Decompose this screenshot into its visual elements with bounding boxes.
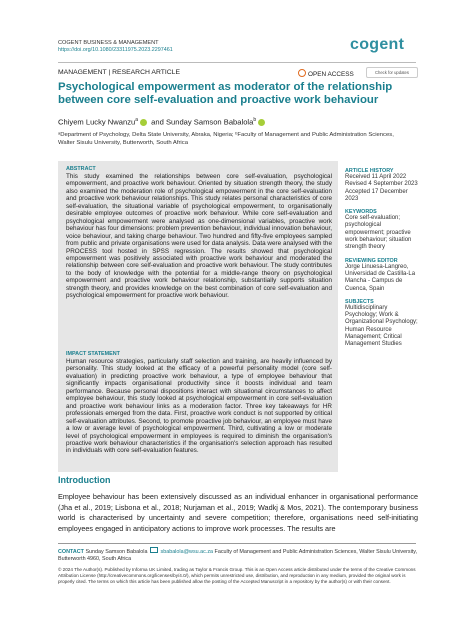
email-icon	[150, 547, 158, 553]
keywords-heading: KEYWORDS	[345, 209, 377, 216]
subjects-text: Multidisciplinary Psychology; Work & Organizational Psychology; Human Resource Management; Critical Management Studies	[345, 304, 418, 348]
open-access-badge	[298, 69, 354, 78]
introduction-heading: Introduction	[58, 475, 111, 485]
contact-email[interactable]: sbabalola@wsu.ac.za	[160, 549, 214, 555]
impact-text: Human resource strategies, particularly staff selection and training, are heavily influenced by personality. This study looked at the efficacy of a powerful personality model (core self-evaluation) in predicting proactive work behaviour, a type of employee behaviour that significantly impacts organisational productivity since it boosts individual and team performance. Because personal dispositions interact with situational circumstances to affect employee behaviour, this study looked at psychological empowerment in core self-evaluation and proactive work behaviour links as a moderation factor. Three key takeaways for HR professionals emerged from the data. First, proactive work conduct is not supported by critical self-evaluation attributes. Second, to promote proactive job behaviour, an employee must have a low or average level of psychological empowerment. Third, cultivating a low or moderate level of psychological empowerment in employees is required to diminish the organisation's proactive work behaviour characteristics if the organisation's selection approach has resulted in individuals with core self-evaluation features.	[66, 358, 332, 455]
author-name[interactable]: Sunday Samson Babalola	[165, 117, 254, 127]
check-for-updates-button[interactable]: Check for updates	[366, 67, 418, 78]
affiliation-marker: a	[135, 117, 139, 123]
author-name[interactable]: Chiyem Lucky Nwanzu	[58, 117, 136, 127]
article-type: MANAGEMENT | RESEARCH ARTICLE	[58, 69, 180, 76]
footer-divider	[58, 543, 416, 544]
header-divider	[58, 62, 416, 63]
open-access-icon	[298, 69, 306, 77]
affiliation-marker: b	[253, 117, 257, 123]
open-access-label: OPEN ACCESS	[308, 71, 354, 78]
journal-name: COGENT BUSINESS & MANAGEMENT	[58, 40, 159, 46]
editor-text: Jorge Linuesa-Langreo, Universidad de Castilla-La Mancha - Campus de Cuenca, Spain	[345, 263, 416, 292]
introduction-text: Employee behaviour has been extensively discussed as an individual enhancer in organisational performance (Jha et al., 2019; Lisbona et al., 2018; Nurjaman et al., 2019; Wadkj & Mos, 2021). The contemporary business world is characterised by uncertainty and severe competition; therefore, organisations need self-initiating employees engaged in anticipatory actions to improve work processes. The results are	[58, 492, 418, 533]
impact-heading: IMPACT STATEMENT	[66, 351, 120, 357]
article-title: Psychological empowerment as moderator of the relationship between core self-evaluation and proactive work behaviour	[58, 81, 393, 107]
abstract-heading: ABSTRACT	[66, 166, 96, 172]
article-sidebar	[345, 168, 420, 355]
editor-heading: REVIEWING EDITOR	[345, 257, 398, 264]
doi-link[interactable]: https://doi.org/10.1080/23311975.2023.2297461	[58, 47, 173, 53]
affiliations: ᵃDepartment of Psychology, Delta State University, Abraka, Nigeria; ᵇFaculty of Management and Public Administration Sciences, Walter Sisulu University, Butterworth, South Africa	[58, 132, 394, 146]
author-conjunction: and	[151, 117, 164, 127]
orcid-icon[interactable]	[140, 119, 147, 126]
history-heading: ARTICLE HISTORY	[345, 168, 394, 174]
contact-address: Faculty of Management and Public Administration Sciences, Walter Sisulu University, Butterworth 4960, South Africa	[58, 549, 418, 562]
history-text: Received 11 April 2022 Revised 4 September 2023 Accepted 17 December 2023	[345, 174, 418, 202]
author-list	[58, 117, 267, 127]
publisher-logo: cogent	[350, 36, 405, 53]
copyright-notice: © 2024 The Author(s). Published by Informa UK Limited, trading as Taylor & Francis Group. This is an Open Access article distributed under the terms of the Creative Commons Attribution License (http://creativecommons.org/licenses/by/4.0/), which permits unrestricted use, distribution, and reproduction in any medium, provided the original work is properly cited. The terms on which this article has been published allow the posting of the Accepted Manuscript in a repository by the author(s) or with their consent.	[58, 567, 416, 584]
contact-name: Sunday Samson Babalola	[85, 549, 148, 555]
orcid-icon[interactable]	[258, 119, 265, 126]
subjects-heading: SUBJECTS	[345, 298, 374, 305]
contact-info	[58, 547, 418, 562]
abstract-text: This study examined the relationships between core self-evaluation, psychological empowerment, and proactive work behaviour. Oriented by situation strength theory, the study also examined the moderation role of psychological empowerment in the core self-evaluation and proactive work behaviour relationships. This study relates personal characteristics of core self-evaluation, the situational variable of psychological empowerment, to organisationally desirable employee outcomes of proactive work behaviour. While core self-evaluation and psychological empowerment were analysed as one-dimensional variables, proactive work behaviour has four dimensions: problem prevention behaviour, individual innovation behaviour, voice behaviour, and taking charge behaviour. Two hundred and fifty-five employees sampled from public and private organisations were used for data analysis. Data were analysed with the PROCESS tool hosted in SPSS regression. The results showed that psychological empowerment was positively associated with proactive work behaviour and moderated the relationship between core self-evaluation and proactive work behaviour. The study contributes to the body of knowledge with the potential for a middle-range theory on psychological empowerment and proactive work behaviour relationship, substantially supports situation strength theory, and provides knowledge on the best combination of core self-evaluation and psychological empowerment for proactive work behaviour.	[66, 173, 332, 300]
keywords-text: Core self-evaluation; psychological empowerment; proactive work behaviour; situation strength theory	[345, 215, 412, 251]
contact-label: CONTACT	[58, 549, 84, 555]
